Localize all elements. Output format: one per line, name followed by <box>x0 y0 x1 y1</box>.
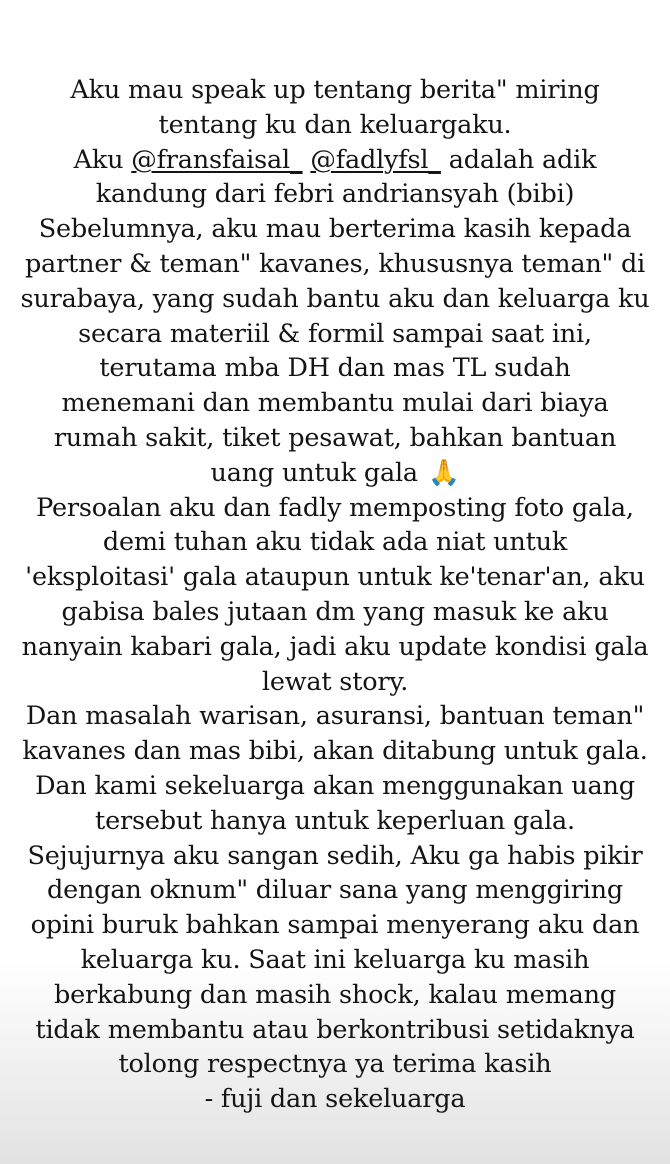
story-line-9: terutama mba DH dan mas TL sudah <box>99 353 571 384</box>
story-line-mentions <box>0 143 670 178</box>
story-signature: - fuji dan sekeluarga <box>204 1084 466 1115</box>
mention-suffix: adalah adik <box>448 144 597 175</box>
story-line-29: tolong respectnya ya terima kasih <box>118 1049 552 1080</box>
story-line-27: berkabung dan masih shock, kalau memang <box>53 979 616 1010</box>
story-line-gala <box>0 456 670 491</box>
story-text <box>0 73 670 1117</box>
story-line-20: kavanes dan mas bibi, akan ditabung untuk gala. <box>22 736 648 767</box>
mention-fransfaisal-link[interactable]: @fransfaisal_ <box>131 144 303 175</box>
story-line-13: Persoalan aku dan fadly memposting foto gala, <box>36 492 634 523</box>
story-line-16: gabisa bales jutaan dm yang masuk ke aku <box>61 596 609 627</box>
story-line-8: secara materiil & formil sampai saat ini, <box>78 318 592 349</box>
story-line-18: lewat story. <box>261 666 409 697</box>
story-line-1: Aku mau speak up tentang berita" miring <box>70 75 600 105</box>
gala-text: uang untuk gala <box>210 457 418 488</box>
story-line-2: tentang ku dan keluargaku. <box>158 109 512 140</box>
story-line-14: demi tuhan aku tidak ada niat untuk <box>102 527 568 558</box>
story-line-5: Sebelumnya, aku mau berterima kasih kepada <box>38 214 632 245</box>
story-line-4: kandung dari febri andriansyah (bibi) <box>95 179 575 210</box>
story-line-22: tersebut hanya untuk keperluan gala. <box>95 805 575 836</box>
story-line-10: menemani dan membantu mulai dari biaya <box>61 388 609 419</box>
story-line-7: surabaya, yang sudah bantu aku dan keluarga ku <box>20 283 650 314</box>
story-line-23: Sejujurnya aku sangan sedih, Aku ga habis pikir <box>27 840 643 871</box>
story-line-19: Dan masalah warisan, asuransi, bantuan teman" <box>25 701 645 732</box>
story-line-15: 'eksploitasi' gala ataupun untuk ke'tenar'an, aku <box>25 562 645 593</box>
story-line-6: partner & teman" kavanes, khususnya teman" di <box>24 248 646 279</box>
folded-hands-emoji-icon: 🙏 <box>427 457 460 488</box>
mention-prefix: Aku <box>73 144 124 175</box>
story-line-26: keluarga ku. Saat ini keluarga ku masih <box>80 944 590 975</box>
story-line-28: tidak membantu atau berkontribusi setidaknya <box>35 1014 635 1045</box>
story-line-17: nanyain kabari gala, jadi aku update kondisi gala <box>21 631 649 662</box>
mention-fadlyfsl-link[interactable]: @fadlyfsl_ <box>310 144 441 175</box>
story-line-11: rumah sakit, tiket pesawat, bahkan bantuan <box>53 422 617 453</box>
story-line-25: opini buruk bahkan sampai menyerang aku dan <box>30 910 640 941</box>
story-line-21: Dan kami sekeluarga akan menggunakan uang <box>35 770 635 801</box>
story-line-24: dengan oknum" diluar sana yang menggiring <box>47 875 623 906</box>
